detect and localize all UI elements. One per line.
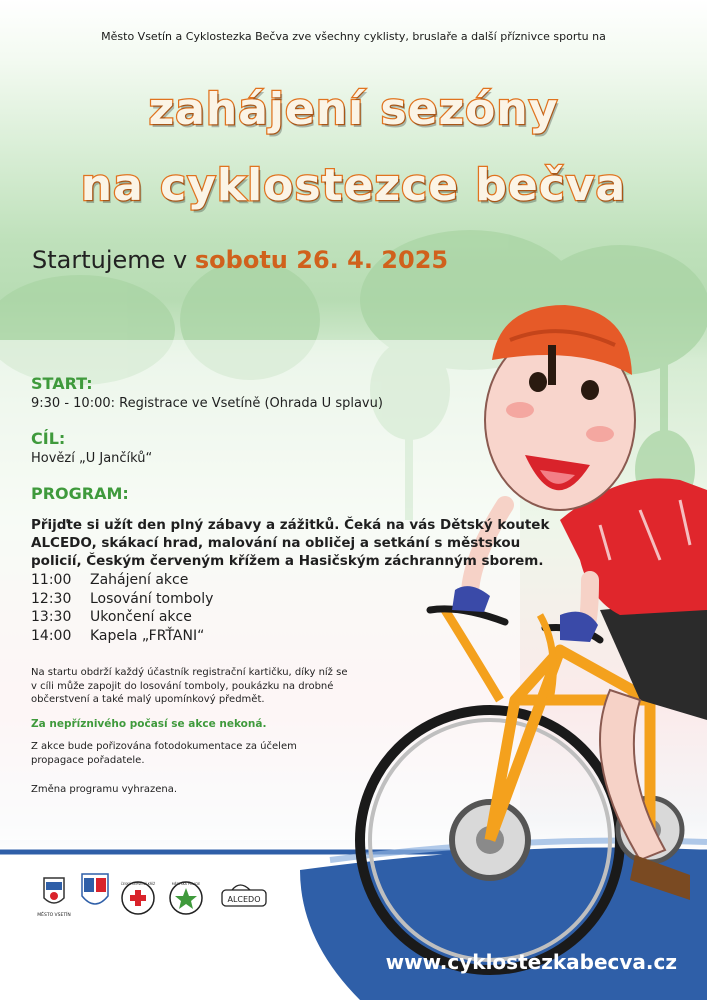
schedule-row: 13:30 Ukončení akce (31, 609, 192, 625)
title-line-1: zahájení sezóny (148, 84, 559, 135)
city-logo (37, 878, 71, 918)
program-text: Přijďte si užít den plný zábavy a zážitků. Čeká na vás Dětský koutek ALCEDO, skákací hrad, malování na obličej a setkání s městskou policií, Českým červeným křížem a Hasičským záchranným sborem. (31, 517, 550, 569)
svg-text:MĚSTO VSETÍN: MĚSTO VSETÍN (37, 913, 71, 918)
finish-text: Hovězí „U Jančíků“ (31, 451, 153, 466)
start-text: 9:30 - 10:00: Registrace ve Vsetíně (Ohrada U splavu) (31, 396, 383, 411)
schedule-row: 11:00 Zahájení akce (31, 572, 189, 588)
schedule-row: 14:00 Kapela „FRŤANI“ (31, 627, 205, 644)
svg-text:ALCEDO: ALCEDO (227, 895, 261, 904)
svg-text:MĚSTSKÁ POLICIE: MĚSTSKÁ POLICIE (171, 882, 201, 886)
red-cross-logo (121, 881, 156, 914)
photo-note: Z akce bude pořizována fotodokumentace za účelem propagace pořadatele. (31, 741, 297, 766)
police-logo (170, 881, 202, 914)
finish-heading: CÍL: (31, 429, 66, 448)
svg-text:ČESKÝ ČERVENÝ KŘÍŽ: ČESKÝ ČERVENÝ KŘÍŽ (120, 882, 156, 886)
partner-logos (36, 872, 276, 920)
alcedo-logo (222, 885, 266, 906)
program-heading: PROGRAM: (31, 484, 129, 503)
registration-note: Na startu obdrží každý účastník registrační kartičku, díky níž se v cíli může zapojit do losování tomboly, poukázku na drobné občerstvení a také malý upomínkový předmět. (31, 667, 348, 705)
website-link[interactable]: www.cyklostezkabecva.cz (385, 950, 677, 974)
intro-text: Město Vsetín a Cyklostezka Bečva zve všechny cyklisty, bruslaře a další příznivce sportu na (101, 30, 606, 43)
start-date: sobotu 26. 4. 2025 (194, 246, 449, 274)
shield-logo (82, 874, 108, 904)
schedule-list (31, 572, 213, 646)
change-note: Změna programu vyhrazena. (31, 784, 178, 795)
weather-note: Za nepříznivého počasí se akce nekoná. (31, 718, 267, 730)
title-line-2: na cyklostezce bečva (80, 160, 627, 211)
start-date-prefix: Startujeme v (32, 246, 195, 274)
start-date-line (32, 246, 448, 274)
schedule-row: 12:30 Losování tomboly (31, 590, 214, 607)
start-heading: START: (31, 374, 93, 393)
